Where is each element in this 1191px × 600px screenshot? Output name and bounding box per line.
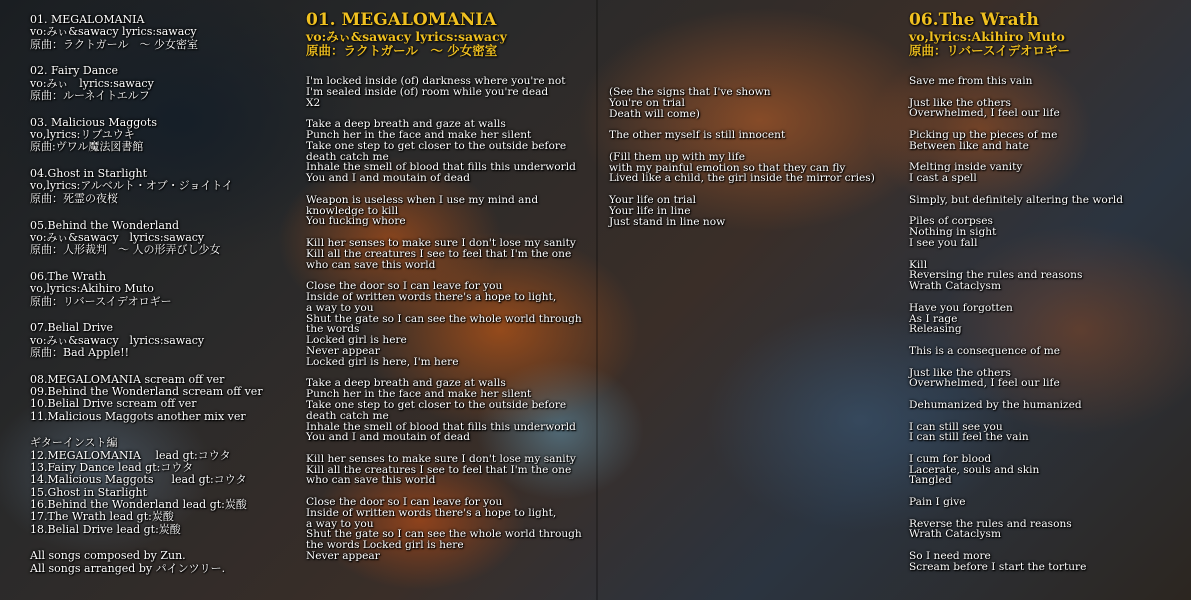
lyric-line: You fucking whore: [306, 215, 406, 228]
track-title: 05.Behind the Wonderland: [30, 218, 180, 232]
lyric-line: Your life on trial: [609, 193, 697, 206]
lyric-line: a way to you: [306, 301, 374, 314]
lyric-line: Melting inside vanity: [909, 161, 1023, 174]
lyric-line: I can still feel the vain: [909, 431, 1029, 444]
track-title: 06.The Wrath: [30, 269, 107, 283]
track-title: 02. Fairy Dance: [30, 64, 119, 78]
track-credits: vo:みぃ&sawacy lyrics:sawacy: [30, 230, 205, 244]
lyric-line: Never appear: [306, 550, 380, 563]
lyric-line: Tangled: [909, 474, 952, 487]
lyric-line: Wrath Cataclysm: [909, 528, 1002, 541]
bonus-track: 10.Belial Drive scream off ver: [30, 397, 197, 411]
track-title: 07.Belial Drive: [30, 321, 114, 335]
stanza-gap: [909, 87, 1123, 98]
lyrics-body: [609, 87, 875, 227]
track-original: 原曲：人形裁判 ～ 人の形弄びし少女: [30, 243, 221, 257]
lyric-line: Shut the gate so I can see the whole world through: [306, 528, 582, 541]
track-credits: vo,lyrics:アルベルト・オブ・ジョイトイ: [30, 179, 233, 193]
lyric-line: Locked girl is here: [306, 334, 407, 347]
lyric-line: I can still see you: [909, 420, 1003, 433]
lyric-line: The other myself is still innocent: [609, 129, 786, 142]
lyric-line: I'm locked inside (of) darkness where you're not: [306, 75, 566, 87]
bonus-tracks: [30, 374, 263, 423]
lyric-line: Kill all the creatures I see to feel that I'm the one: [306, 463, 572, 476]
lyric-line: Releasing: [909, 323, 962, 336]
track-title: 03. Malicious Maggots: [30, 115, 157, 129]
page-fold: [596, 0, 598, 600]
lyric-line: Locked girl is here, I'm here: [306, 355, 459, 368]
guitar-heading: ギターインスト編: [30, 436, 118, 450]
song-title: 01. MEGALOMANIA: [306, 10, 497, 30]
lyrics-the-wrath: [909, 10, 1123, 573]
lyric-line: Dehumanized by the humanized: [909, 398, 1082, 411]
lyric-line: Just like the others: [909, 366, 1011, 379]
lyric-line: the words: [306, 323, 360, 336]
lyric-line: I'm sealed inside (of) room while you're dead: [306, 85, 549, 98]
lyric-line: So I need more: [909, 550, 991, 563]
track-credits: vo:みぃ&sawacy lyrics:sawacy: [30, 333, 205, 347]
lyric-line: Save me from this vain: [909, 75, 1033, 87]
track-original: 原曲:ヴワル魔法図書館: [30, 140, 144, 154]
lyric-line: Take a deep breath and gaze at walls: [306, 377, 506, 390]
song-credits: vo,lyrics:Akihiro Muto: [909, 29, 1065, 44]
lyric-line: who can save this world: [306, 258, 436, 271]
lyric-line: As I rage: [909, 312, 958, 325]
track-credits: vo:みぃ lyrics:sawacy: [30, 76, 154, 90]
lyric-line: the words Locked girl is here: [306, 539, 464, 552]
lyric-line: with my painful emotion so that they can fly: [609, 161, 846, 174]
lyric-line: death catch me: [306, 150, 389, 163]
track-credits: vo,lyrics:リブユウキ: [30, 128, 135, 142]
track-entry: [30, 14, 263, 51]
lyric-line: I cast a spell: [909, 172, 977, 185]
lyric-line: Inhale the smell of blood that fills this underworld: [306, 161, 576, 174]
lyric-line: You're on trial: [609, 96, 685, 109]
lyric-line: Never appear: [306, 344, 380, 357]
lyric-line: Kill all the creatures I see to feel that I'm the one: [306, 247, 572, 260]
lyric-line: Inside of written words there's a hope to light,: [306, 290, 557, 303]
lyric-line: Pain I give: [909, 496, 966, 509]
lyric-line: Wrath Cataclysm: [909, 280, 1002, 293]
lyric-line: knowledge to kill: [306, 204, 399, 217]
credits-footer: [30, 550, 263, 575]
lyric-line: Take one step to get closer to the outside before: [306, 139, 567, 152]
track-original: 原曲：ルーネイトエルフ: [30, 88, 150, 102]
lyric-line: Punch her in the face and make her silent: [306, 128, 532, 141]
lyric-line: Overwhelmed, I feel our life: [909, 107, 1060, 120]
lyric-line: Your life in line: [609, 204, 691, 217]
track-original: 原曲：リバースイデオロギー: [30, 294, 172, 308]
lyric-line: Lived like a child, the girl inside the mirror cries): [609, 172, 875, 185]
lyric-line: Just like the others: [909, 96, 1011, 109]
song-title: 06.The Wrath: [909, 10, 1039, 30]
track-entry: [30, 65, 263, 102]
track-original: 原曲：死霊の夜桜: [30, 191, 118, 205]
lyric-line: Piles of corpses: [909, 215, 993, 228]
guitar-track: 17.The Wrath lead gt:炭酸: [30, 510, 174, 524]
lyric-line: Take a deep breath and gaze at walls: [306, 118, 506, 131]
lyrics-body: [306, 76, 582, 562]
lyric-line: Kill her senses to make sure I don't lose my sanity: [306, 452, 576, 465]
lyric-line: Just stand in line now: [609, 215, 726, 228]
song-original: 原曲：ラクトガール ～ 少女密室: [306, 43, 498, 58]
lyric-line: Picking up the pieces of me: [909, 128, 1058, 141]
lyric-line: Reversing the rules and reasons: [909, 269, 1083, 282]
lyric-line: Lacerate, souls and skin: [909, 463, 1040, 476]
track-list: [30, 14, 263, 575]
guitar-track: 13.Fairy Dance lead gt:コウタ: [30, 461, 194, 475]
lyric-line: Close the door so I can leave for you: [306, 280, 503, 293]
track-entry: [30, 322, 263, 359]
stanza-gap: [909, 411, 1123, 422]
lyric-line: You and I and moutain of dead: [306, 431, 470, 444]
lyric-line: Nothing in sight: [909, 226, 997, 239]
lyric-line: (Fill them up with my life: [609, 150, 746, 163]
guitar-track: 15.Ghost in Starlight: [30, 485, 148, 499]
lyric-line: Death will come): [609, 107, 700, 120]
lyric-line: death catch me: [306, 409, 389, 422]
guitar-track: 16.Behind the Wonderland lead gt:炭酸: [30, 497, 247, 511]
lyric-line: Shut the gate so I can see the whole world through: [306, 312, 582, 325]
stanza-gap: [909, 249, 1123, 260]
lyric-line: a way to you: [306, 517, 374, 530]
bonus-track: 11.Malicious Maggots another mix ver: [30, 409, 246, 423]
track-credits: vo,lyrics:Akihiro Muto: [30, 282, 154, 296]
lyric-line: I see you fall: [909, 236, 978, 249]
bonus-track: 08.MEGALOMANIA scream off ver: [30, 372, 225, 386]
lyric-line: Weapon is useless when I use my mind and: [306, 193, 539, 206]
lyric-line: Between like and hate: [909, 139, 1029, 152]
track-entry: [30, 220, 263, 257]
track-credits: vo:みぃ&sawacy lyrics:sawacy: [30, 25, 197, 39]
lyric-line: Take one step to get closer to the outside before: [306, 398, 567, 411]
song-original: 原曲：リバースイデオロギー: [909, 43, 1071, 58]
track-title: 04.Ghost in Starlight: [30, 167, 148, 181]
lyric-line: This is a consequence of me: [909, 344, 1061, 357]
track-original: 原曲：Bad Apple!!: [30, 345, 130, 359]
track-entry: [30, 271, 263, 308]
guitar-track: 14.Malicious Maggots lead gt:コウタ: [30, 473, 247, 487]
lyric-line: Kill her senses to make sure I don't lose my sanity: [306, 236, 576, 249]
lyrics-megalomania-continued: [609, 87, 875, 227]
track-entry: [30, 168, 263, 205]
bonus-track: 09.Behind the Wonderland scream off ver: [30, 385, 263, 399]
lyric-line: Close the door so I can leave for you: [306, 496, 503, 509]
lyric-line: Reverse the rules and reasons: [909, 517, 1072, 530]
stanza-gap: [909, 357, 1123, 368]
lyric-line: Inhale the smell of blood that fills this underworld: [306, 420, 576, 433]
lyric-line: Scream before I start the torture: [909, 560, 1087, 573]
footer-line: All songs arranged by パインツリー.: [30, 561, 226, 575]
lyrics-megalomania: [306, 10, 582, 562]
lyric-line: Punch her in the face and make her silent: [306, 388, 532, 401]
lyric-line: (See the signs that I've shown: [609, 86, 771, 98]
track-entry: [30, 117, 263, 154]
song-credits: vo:みぃ&sawacy lyrics:sawacy: [306, 29, 507, 44]
guitar-instrumentals: [30, 437, 263, 535]
lyric-line: Have you forgotten: [909, 301, 1013, 314]
lyric-line: Simply, but definitely altering the world: [909, 193, 1124, 206]
footer-line: All songs composed by Zun.: [30, 549, 186, 563]
lyric-line: Inside of written words there's a hope to light,: [306, 506, 557, 519]
lyric-line: who can save this world: [306, 474, 436, 487]
lyric-line: I cum for blood: [909, 452, 992, 465]
guitar-track: 12.MEGALOMANIA lead gt:コウタ: [30, 448, 231, 462]
lyric-line: X2: [306, 96, 321, 109]
track-original: 原曲：ラクトガール ～ 少女密室: [30, 37, 198, 51]
lyric-line: You and I and moutain of dead: [306, 172, 470, 185]
lyric-line: Kill: [909, 258, 928, 271]
lyrics-body: [909, 76, 1123, 573]
lyric-line: Overwhelmed, I feel our life: [909, 377, 1060, 390]
guitar-track: 18.Belial Drive lead gt:炭酸: [30, 522, 181, 536]
track-title: 01. MEGALOMANIA: [30, 13, 145, 26]
